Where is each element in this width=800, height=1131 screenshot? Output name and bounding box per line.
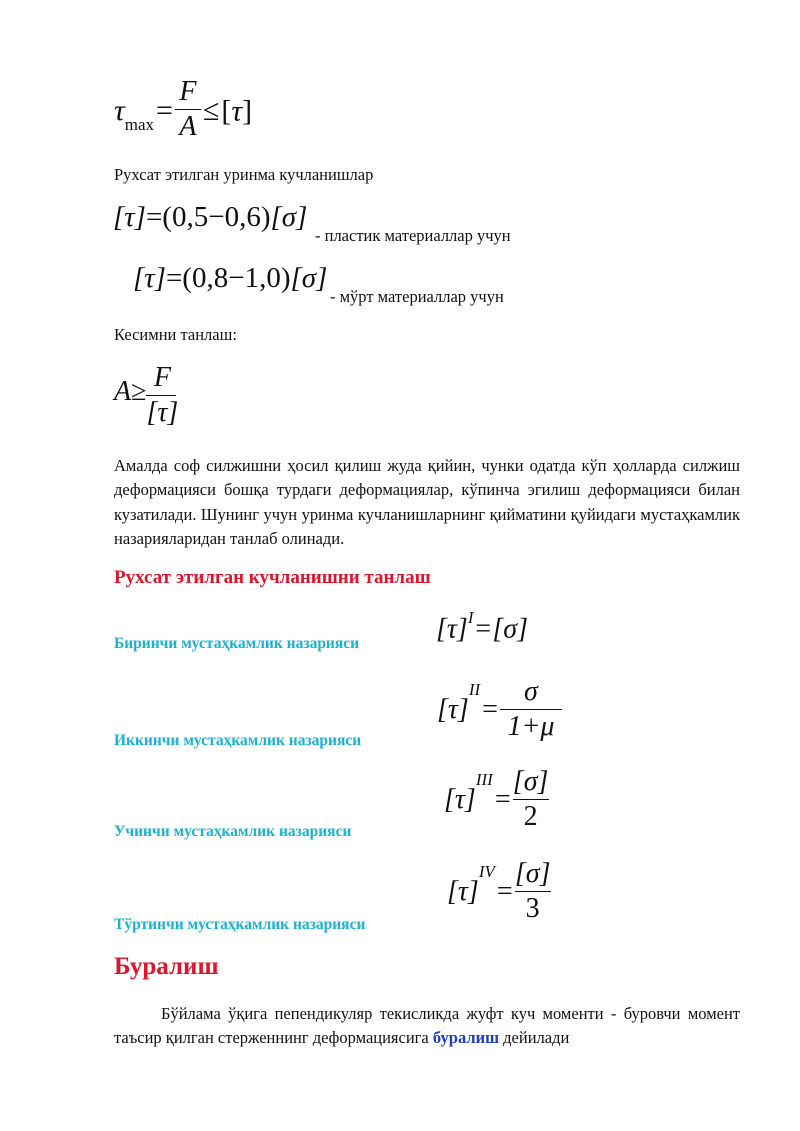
tau-symbol-2: τ bbox=[231, 94, 243, 128]
equals-sigma: =[σ] bbox=[473, 613, 528, 645]
formula-theory-4 bbox=[447, 858, 551, 925]
fraction-f-over-tau bbox=[146, 362, 178, 429]
plastic-note: - пластик материаллар учун bbox=[315, 226, 511, 245]
le-sign: ≤ bbox=[202, 94, 220, 128]
fraction-bar bbox=[175, 109, 201, 110]
formula-theory-1 bbox=[436, 608, 528, 645]
coefficient-range: =(0,8−1,0) bbox=[165, 262, 291, 294]
denominator-two: 2 bbox=[523, 801, 538, 832]
fraction-bar bbox=[515, 891, 551, 892]
sigma-bracket: [σ] bbox=[290, 262, 328, 294]
formula-plastic bbox=[113, 201, 307, 234]
fraction-sigma-over-three bbox=[515, 858, 551, 925]
denominator-tau: [τ] bbox=[146, 397, 179, 428]
tau-bracket: [τ] bbox=[437, 693, 469, 725]
numerator-f: F bbox=[153, 362, 171, 393]
paragraph-intro: Амалда соф силжишни ҳосил қилиш жуда қийин, чунки одатда кўп ҳолларда силжиш деформацияси бошқа турдаги деформациялар, кўпинча эгилиш деформацияси билан кузатилади. Шунинг учун уринма кучланишларнинг қийматини қуйидаги мустаҳкамлик назарияларидан танлаб олинади. bbox=[114, 456, 740, 548]
tau-bracket: [τ] bbox=[133, 262, 166, 294]
torsion-term: буралиш bbox=[432, 1028, 500, 1048]
paragraph-torsion bbox=[114, 1002, 740, 1051]
equals-sign: = bbox=[494, 783, 511, 815]
fraction-sigma-over-two bbox=[513, 766, 549, 833]
denominator-three: 3 bbox=[525, 893, 540, 924]
formula-tau-max bbox=[114, 76, 253, 144]
theory-1-label: Биринчи мустаҳкамлик назарияси bbox=[114, 635, 360, 652]
max-subscript: max bbox=[124, 115, 155, 135]
ge-sign: ≥ bbox=[131, 375, 147, 407]
tau-symbol: τ bbox=[114, 94, 125, 128]
coefficient-range: =(0,5−0,6) bbox=[145, 201, 271, 233]
fraction-sigma-over-one-plus-mu bbox=[500, 676, 562, 743]
numerator-f: F bbox=[179, 76, 197, 107]
heading-torsion: Буралиш bbox=[114, 953, 219, 980]
equals-sign: = bbox=[496, 875, 513, 907]
sigma-bracket: [σ] bbox=[270, 201, 308, 233]
tau-bracket: [τ] bbox=[436, 613, 468, 645]
fraction-bar bbox=[146, 395, 176, 396]
superscript-iii: III bbox=[475, 770, 493, 789]
torsion-text-start: Бўйлама ўқига пепендикуляр текисликда жуфт куч моменти - буровчи момент таъсир қилган стерженнинг деформациясига bbox=[114, 1004, 740, 1048]
denominator-a: A bbox=[179, 111, 197, 142]
theory-4-label: Тўртинчи мустаҳкамлик назарияси bbox=[114, 916, 366, 933]
heading-allowed-stress: Рухсат этилган кучланишни танлаш bbox=[114, 567, 431, 588]
brittle-note: - мўрт материаллар учун bbox=[330, 287, 504, 306]
superscript-i: I bbox=[467, 608, 474, 627]
section-choice-caption: Кесимни танлаш: bbox=[114, 325, 237, 344]
allowed-shear-caption: Рухсат этилган уринма кучланишлар bbox=[114, 165, 374, 184]
left-bracket: [ bbox=[221, 94, 232, 128]
formula-theory-2 bbox=[437, 676, 562, 743]
superscript-iv: IV bbox=[478, 862, 495, 881]
right-bracket: ] bbox=[242, 94, 253, 128]
fraction-bar bbox=[513, 799, 549, 800]
numerator-sigma: σ bbox=[524, 676, 538, 707]
fraction-bar bbox=[500, 709, 562, 710]
theory-3-label: Учинчи мустаҳкамлик назарияси bbox=[114, 823, 352, 840]
superscript-ii: II bbox=[468, 680, 481, 699]
denominator-one-plus-mu: 1+μ bbox=[507, 711, 555, 742]
fraction-f-over-a bbox=[175, 76, 201, 143]
formula-section bbox=[114, 362, 178, 429]
theory-2-label: Иккинчи мустаҳкамлик назарияси bbox=[114, 732, 362, 749]
area-a: A bbox=[114, 375, 132, 407]
tau-bracket: [τ] bbox=[447, 875, 479, 907]
formula-brittle bbox=[133, 262, 327, 295]
numerator-sigma: [σ] bbox=[512, 766, 549, 797]
tau-bracket: [τ] bbox=[444, 783, 476, 815]
tau-bracket: [τ] bbox=[113, 201, 146, 233]
equals-sign: = bbox=[482, 693, 498, 725]
numerator-sigma: [σ] bbox=[514, 858, 551, 889]
equals-sign: = bbox=[156, 94, 173, 128]
formula-theory-3 bbox=[444, 766, 549, 833]
torsion-text-end: дейилади bbox=[503, 1028, 570, 1048]
